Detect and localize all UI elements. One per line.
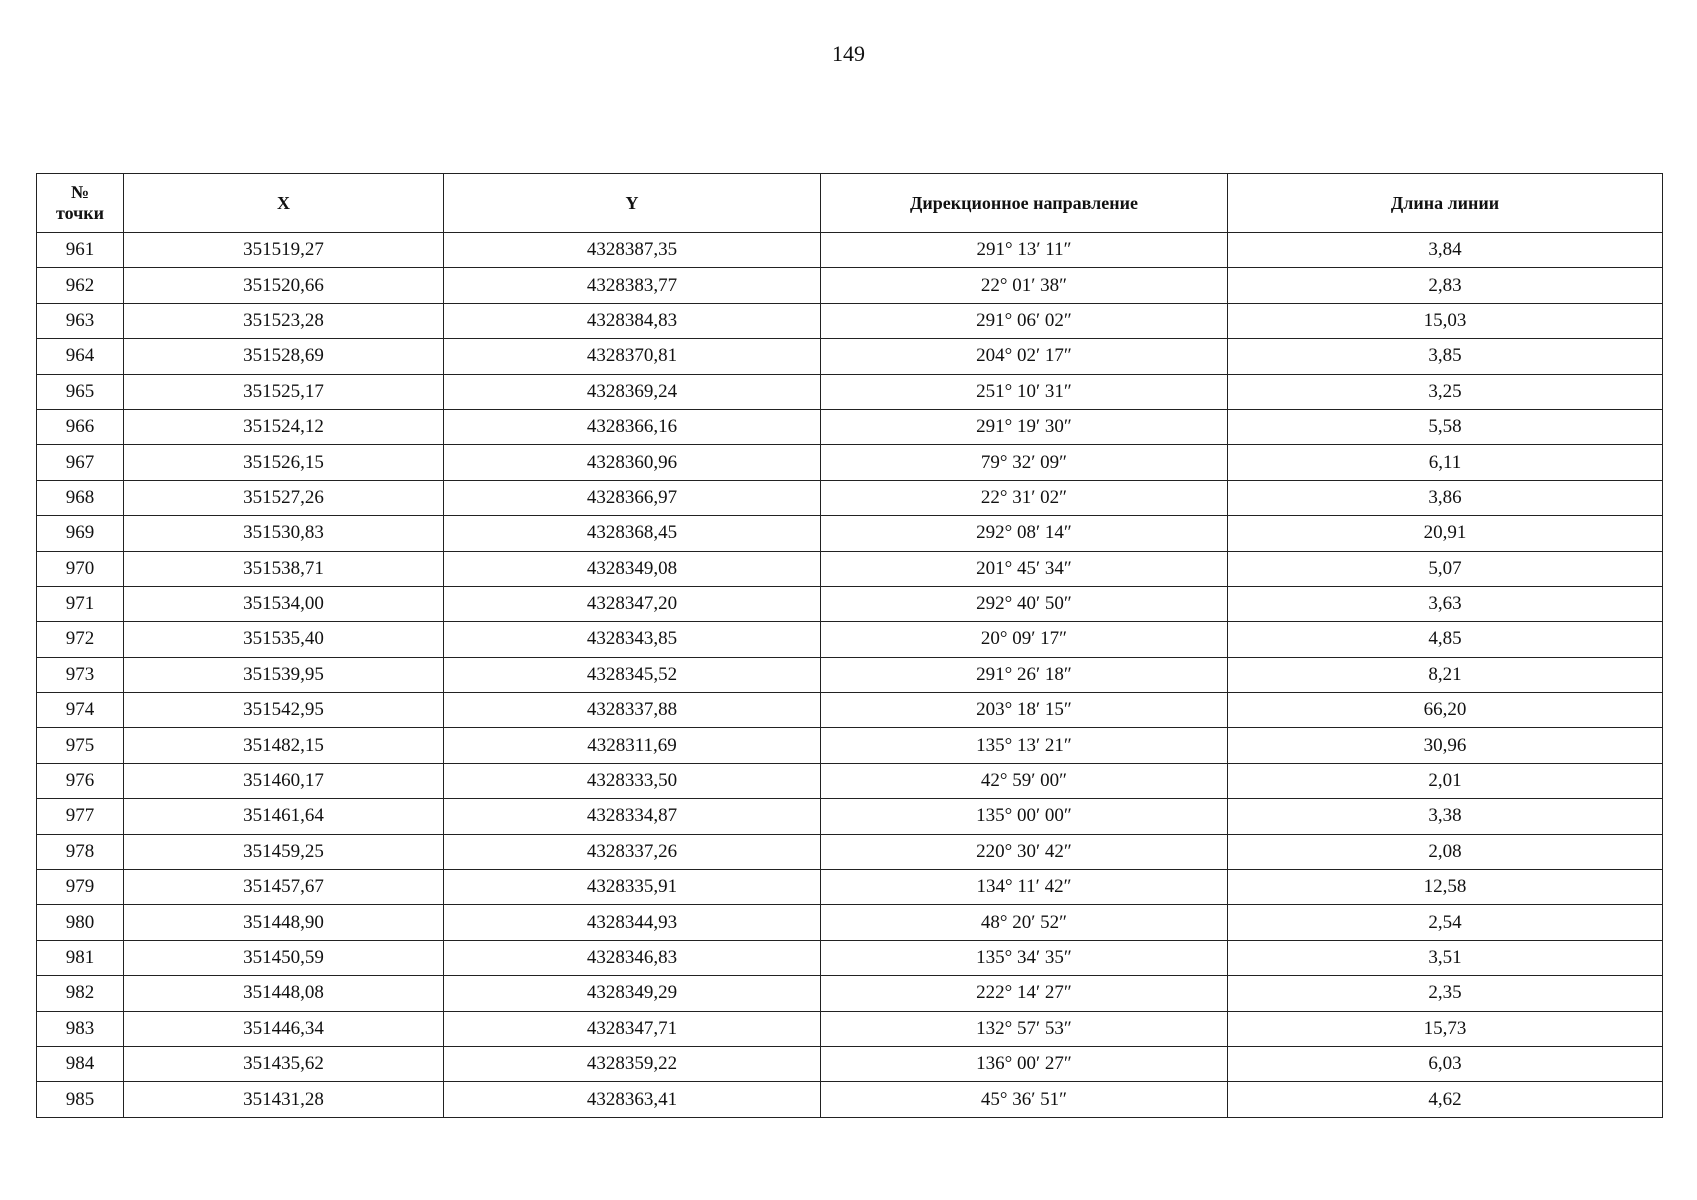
cell-length: 2,54: [1228, 905, 1663, 940]
table-row: [37, 870, 1663, 905]
table-row: [37, 834, 1663, 869]
cell-direction: 135° 13′ 21″: [821, 728, 1228, 763]
cell-length: 3,63: [1228, 586, 1663, 621]
cell-point-number: 965: [37, 374, 124, 409]
cell-y: 4328335,91: [444, 870, 821, 905]
cell-y: 4328346,83: [444, 940, 821, 975]
table-row: [37, 976, 1663, 1011]
cell-direction: 22° 31′ 02″: [821, 480, 1228, 515]
cell-length: 15,73: [1228, 1011, 1663, 1046]
table-row: [37, 409, 1663, 444]
cell-length: 3,51: [1228, 940, 1663, 975]
cell-length: 6,11: [1228, 445, 1663, 480]
cell-direction: 204° 02′ 17″: [821, 339, 1228, 374]
table-row: [37, 480, 1663, 515]
cell-x: 351435,62: [124, 1046, 444, 1081]
cell-y: 4328344,93: [444, 905, 821, 940]
cell-y: 4328384,83: [444, 303, 821, 338]
cell-direction: 203° 18′ 15″: [821, 693, 1228, 728]
cell-direction: 292° 08′ 14″: [821, 516, 1228, 551]
cell-point-number: 978: [37, 834, 124, 869]
page-number: 149: [832, 41, 865, 66]
cell-length: 4,62: [1228, 1082, 1663, 1117]
cell-y: 4328333,50: [444, 763, 821, 798]
cell-point-number: 968: [37, 480, 124, 515]
cell-point-number: 962: [37, 268, 124, 303]
table-row: [37, 374, 1663, 409]
cell-direction: 291° 13′ 11″: [821, 233, 1228, 268]
cell-length: 6,03: [1228, 1046, 1663, 1081]
table-row: [37, 339, 1663, 374]
cell-direction: 135° 00′ 00″: [821, 799, 1228, 834]
cell-direction: 292° 40′ 50″: [821, 586, 1228, 621]
cell-point-number: 979: [37, 870, 124, 905]
cell-length: 66,20: [1228, 693, 1663, 728]
header-direction: Дирекционное направление: [821, 174, 1228, 233]
cell-x: 351542,95: [124, 693, 444, 728]
table-row: [37, 303, 1663, 338]
cell-x: 351482,15: [124, 728, 444, 763]
cell-point-number: 976: [37, 763, 124, 798]
header-point-number-sign: №: [70, 182, 90, 202]
cell-x: 351535,40: [124, 622, 444, 657]
cell-direction: 42° 59′ 00″: [821, 763, 1228, 798]
cell-y: 4328360,96: [444, 445, 821, 480]
cell-y: 4328343,85: [444, 622, 821, 657]
cell-y: 4328366,16: [444, 409, 821, 444]
cell-y: 4328311,69: [444, 728, 821, 763]
cell-point-number: 972: [37, 622, 124, 657]
cell-y: 4328349,29: [444, 976, 821, 1011]
cell-direction: 291° 19′ 30″: [821, 409, 1228, 444]
cell-x: 351523,28: [124, 303, 444, 338]
cell-y: 4328383,77: [444, 268, 821, 303]
cell-x: 351459,25: [124, 834, 444, 869]
cell-length: 2,35: [1228, 976, 1663, 1011]
cell-point-number: 969: [37, 516, 124, 551]
cell-x: 351457,67: [124, 870, 444, 905]
cell-direction: 135° 34′ 35″: [821, 940, 1228, 975]
cell-point-number: 982: [37, 976, 124, 1011]
cell-x: 351539,95: [124, 657, 444, 692]
cell-x: 351525,17: [124, 374, 444, 409]
cell-x: 351520,66: [124, 268, 444, 303]
table-row: [37, 586, 1663, 621]
cell-direction: 79° 32′ 09″: [821, 445, 1228, 480]
cell-point-number: 966: [37, 409, 124, 444]
cell-length: 2,83: [1228, 268, 1663, 303]
header-row: [37, 174, 1663, 233]
cell-x: 351534,00: [124, 586, 444, 621]
cell-length: 8,21: [1228, 657, 1663, 692]
cell-length: 2,01: [1228, 763, 1663, 798]
cell-length: 3,85: [1228, 339, 1663, 374]
cell-length: 3,84: [1228, 233, 1663, 268]
cell-x: 351460,17: [124, 763, 444, 798]
cell-length: 2,08: [1228, 834, 1663, 869]
cell-y: 4328368,45: [444, 516, 821, 551]
table-row: [37, 763, 1663, 798]
cell-point-number: 974: [37, 693, 124, 728]
cell-length: 5,07: [1228, 551, 1663, 586]
cell-length: 20,91: [1228, 516, 1663, 551]
cell-length: 4,85: [1228, 622, 1663, 657]
cell-point-number: 977: [37, 799, 124, 834]
table-row: [37, 657, 1663, 692]
table-row: [37, 268, 1663, 303]
table-header: [37, 174, 1663, 233]
cell-y: 4328347,20: [444, 586, 821, 621]
cell-x: 351448,08: [124, 976, 444, 1011]
cell-length: 5,58: [1228, 409, 1663, 444]
coordinates-table: [36, 173, 1663, 1118]
cell-x: 351431,28: [124, 1082, 444, 1117]
table-row: [37, 1046, 1663, 1081]
cell-y: 4328370,81: [444, 339, 821, 374]
cell-y: 4328359,22: [444, 1046, 821, 1081]
header-point-number: [37, 174, 124, 233]
cell-point-number: 985: [37, 1082, 124, 1117]
table-row: [37, 728, 1663, 763]
cell-y: 4328345,52: [444, 657, 821, 692]
cell-direction: 291° 26′ 18″: [821, 657, 1228, 692]
cell-y: 4328337,88: [444, 693, 821, 728]
cell-x: 351527,26: [124, 480, 444, 515]
cell-y: 4328369,24: [444, 374, 821, 409]
cell-point-number: 961: [37, 233, 124, 268]
table-row: [37, 1011, 1663, 1046]
cell-point-number: 980: [37, 905, 124, 940]
header-y: Y: [444, 174, 821, 233]
cell-y: 4328366,97: [444, 480, 821, 515]
cell-point-number: 964: [37, 339, 124, 374]
cell-point-number: 963: [37, 303, 124, 338]
cell-direction: 134° 11′ 42″: [821, 870, 1228, 905]
cell-point-number: 984: [37, 1046, 124, 1081]
cell-x: 351519,27: [124, 233, 444, 268]
table-row: [37, 233, 1663, 268]
cell-x: 351446,34: [124, 1011, 444, 1046]
table-row: [37, 516, 1663, 551]
table-row: [37, 940, 1663, 975]
cell-length: 15,03: [1228, 303, 1663, 338]
cell-y: 4328337,26: [444, 834, 821, 869]
cell-x: 351538,71: [124, 551, 444, 586]
cell-direction: 45° 36′ 51″: [821, 1082, 1228, 1117]
table-row: [37, 445, 1663, 480]
cell-x: 351526,15: [124, 445, 444, 480]
cell-x: 351524,12: [124, 409, 444, 444]
cell-point-number: 975: [37, 728, 124, 763]
cell-point-number: 967: [37, 445, 124, 480]
cell-y: 4328349,08: [444, 551, 821, 586]
header-point-number-word: точки: [55, 203, 105, 223]
cell-direction: 251° 10′ 31″: [821, 374, 1228, 409]
table-body: [37, 233, 1663, 1118]
cell-point-number: 973: [37, 657, 124, 692]
cell-direction: 20° 09′ 17″: [821, 622, 1228, 657]
header-x: X: [124, 174, 444, 233]
cell-direction: 220° 30′ 42″: [821, 834, 1228, 869]
cell-direction: 136° 00′ 27″: [821, 1046, 1228, 1081]
cell-x: 351530,83: [124, 516, 444, 551]
cell-x: 351528,69: [124, 339, 444, 374]
cell-direction: 291° 06′ 02″: [821, 303, 1228, 338]
cell-point-number: 971: [37, 586, 124, 621]
cell-x: 351450,59: [124, 940, 444, 975]
cell-length: 3,38: [1228, 799, 1663, 834]
cell-y: 4328387,35: [444, 233, 821, 268]
cell-point-number: 983: [37, 1011, 124, 1046]
cell-point-number: 981: [37, 940, 124, 975]
cell-length: 30,96: [1228, 728, 1663, 763]
cell-y: 4328347,71: [444, 1011, 821, 1046]
cell-x: 351448,90: [124, 905, 444, 940]
cell-y: 4328334,87: [444, 799, 821, 834]
cell-direction: 132° 57′ 53″: [821, 1011, 1228, 1046]
header-length: Длина линии: [1228, 174, 1663, 233]
cell-y: 4328363,41: [444, 1082, 821, 1117]
cell-point-number: 970: [37, 551, 124, 586]
cell-length: 3,25: [1228, 374, 1663, 409]
cell-direction: 48° 20′ 52″: [821, 905, 1228, 940]
cell-length: 3,86: [1228, 480, 1663, 515]
cell-direction: 222° 14′ 27″: [821, 976, 1228, 1011]
table-row: [37, 622, 1663, 657]
cell-length: 12,58: [1228, 870, 1663, 905]
table-row: [37, 551, 1663, 586]
cell-direction: 22° 01′ 38″: [821, 268, 1228, 303]
table-row: [37, 1082, 1663, 1117]
cell-direction: 201° 45′ 34″: [821, 551, 1228, 586]
table-row: [37, 799, 1663, 834]
table-row: [37, 693, 1663, 728]
table-row: [37, 905, 1663, 940]
cell-x: 351461,64: [124, 799, 444, 834]
